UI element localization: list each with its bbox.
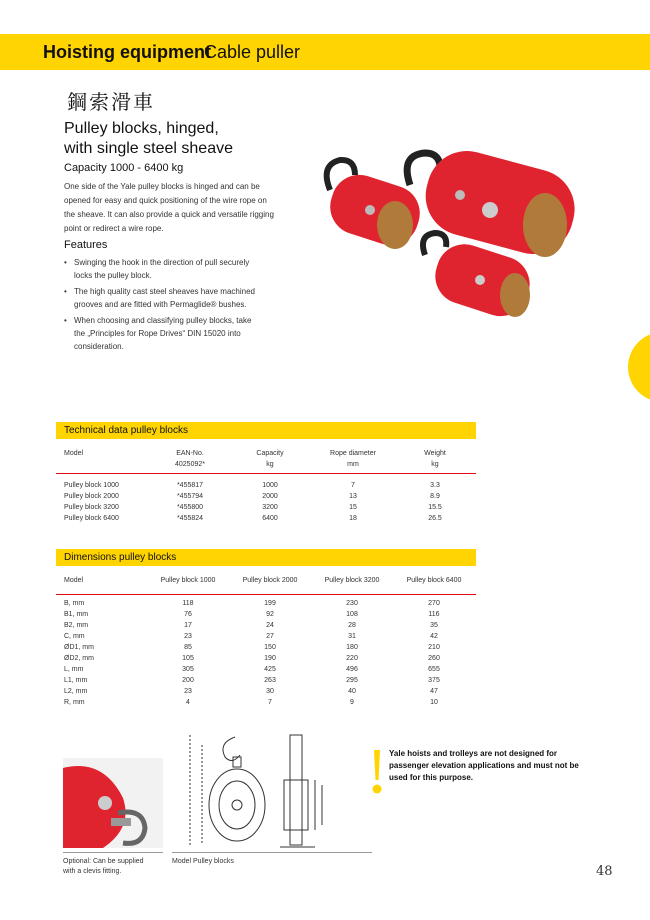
tech-header-rope-unit: mm: [347, 461, 359, 468]
section-subtitle: Cable puller: [204, 42, 301, 62]
dim-row-cell: 24: [266, 622, 274, 629]
dim-row-label: L2, mm: [64, 688, 88, 695]
tech-row-model: Pulley block 3200: [64, 504, 119, 511]
dim-row-cell: 150: [264, 644, 276, 651]
dim-table-title: Dimensions pulley blocks: [64, 552, 177, 563]
tech-row-cell: *455817: [176, 482, 204, 489]
warning-text: Yale hoists and trolleys are not designed for passenger elevation applications and must not be used for this purpose.: [389, 749, 579, 782]
dim-row-cell: 4: [186, 699, 190, 706]
pulley-blocks-photo: [300, 145, 590, 345]
dim-row-cell: 260: [428, 655, 440, 662]
pulley-block-large: [407, 145, 583, 263]
dim-row-label: L, mm: [64, 666, 84, 673]
dim-row-cell: 10: [430, 699, 438, 706]
tech-table-title: Technical data pulley blocks: [64, 425, 188, 436]
tech-row-cell: 3200: [262, 504, 278, 511]
feature-item: • Swinging the hook in the direction of pull securely locks the pulley block.: [64, 256, 264, 282]
dim-row-cell: 375: [428, 677, 440, 684]
dim-row-label: B1, mm: [64, 611, 89, 618]
dim-row-cell: 9: [350, 699, 354, 706]
dim-row-cell: 92: [266, 611, 274, 618]
intro-paragraph: One side of the Yale pulley blocks is hinged and can be opened for easy and quick positioning of the wire rope on the sheave. It can also provide a quick and versatile rigging point or redirect a wire rope.: [64, 182, 274, 233]
dim-row-label: L1, mm: [64, 677, 88, 684]
tech-row-cell: 15.5: [428, 504, 442, 511]
tech-row-cell: 6400: [262, 515, 278, 522]
dim-row-label: R, mm: [64, 699, 85, 706]
dim-header-col1: Pulley block 1000: [160, 577, 216, 584]
page-tab: [628, 332, 650, 402]
tech-row-cell: 1000: [262, 482, 278, 489]
tech-header-ean-prefix: 4025092*: [175, 461, 205, 468]
tech-header-capacity: Capacity: [256, 450, 284, 457]
tech-row-cell: 3.3: [430, 482, 440, 489]
dim-row-label: B, mm: [64, 600, 85, 607]
tech-header-ean: EAN-No.: [176, 450, 204, 457]
caption-rule-left: [63, 852, 163, 853]
tech-row-model: Pulley block 6400: [64, 515, 119, 522]
dim-row-cell: 263: [264, 677, 276, 684]
tech-header-weight-unit: kg: [431, 461, 439, 468]
model-caption: Model Pulley blocks: [172, 858, 234, 865]
dim-row-cell: 23: [184, 633, 192, 640]
dim-row-cell: 76: [184, 611, 192, 618]
tech-row-cell: 8.9: [430, 493, 440, 500]
tech-row-cell: 2000: [262, 493, 278, 500]
tech-header-rope: Rope diameter: [330, 450, 376, 457]
dim-row-cell: 35: [430, 622, 438, 629]
dim-row-cell: 305: [182, 666, 194, 673]
dim-row-label: B2, mm: [64, 622, 89, 629]
dim-row-cell: 17: [184, 622, 192, 629]
product-title: [64, 119, 304, 159]
dim-row-cell: 230: [346, 600, 358, 607]
dim-row-cell: 7: [268, 699, 272, 706]
product-title-text: Pulley blocks, hinged, with single steel sheave: [64, 120, 233, 157]
dim-row-cell: 180: [346, 644, 358, 651]
section-title: Hoisting equipment: [43, 42, 211, 62]
dim-header-model: Model: [64, 577, 84, 584]
tech-row-cell: *455800: [176, 504, 204, 511]
dim-row-cell: 42: [430, 633, 438, 640]
dim-row-cell: 40: [348, 688, 356, 695]
feature-item: • The high quality cast steel sheaves have machined grooves and are fitted with Permaglide® bushes.: [64, 285, 264, 311]
page-number: 48: [596, 864, 613, 879]
dim-row-cell: 190: [264, 655, 276, 662]
capacity-range: Capacity 1000 - 6400 kg: [64, 162, 184, 174]
pulley-block-drawing: [170, 725, 335, 855]
dim-header-col2: Pulley block 2000: [242, 577, 298, 584]
tech-row-cell: *455824: [176, 515, 204, 522]
tech-row-cell: 7: [351, 482, 355, 489]
tech-header-capacity-unit: kg: [266, 461, 274, 468]
warning-exclamation-icon: [372, 748, 382, 796]
tech-row-model: Pulley block 1000: [64, 482, 119, 489]
dim-row-cell: 30: [266, 688, 274, 695]
dim-row-label: C, mm: [64, 633, 85, 640]
dim-row-cell: 23: [184, 688, 192, 695]
dim-row-cell: 200: [182, 677, 194, 684]
pulley-block-small-left: [323, 160, 427, 252]
dim-row-cell: 118: [182, 600, 194, 607]
dim-row-cell: 31: [348, 633, 356, 640]
dim-row-label: ØD1, mm: [64, 644, 94, 651]
dim-row-cell: 28: [348, 622, 356, 629]
dim-row-cell: 199: [264, 600, 276, 607]
dim-row-cell: 116: [428, 611, 440, 618]
cjk-title: 鋼索滑車: [67, 90, 155, 114]
dim-row-cell: 108: [346, 611, 358, 618]
dim-row-cell: 496: [346, 666, 358, 673]
dim-header-col4: Pulley block 6400: [406, 577, 462, 584]
dim-row-cell: 105: [182, 655, 194, 662]
dim-row-cell: 220: [346, 655, 358, 662]
dim-row-cell: 655: [428, 666, 440, 673]
dim-row-cell: 85: [184, 644, 192, 651]
tech-table-rule: [56, 473, 476, 474]
tech-header-weight: Weight: [424, 450, 446, 457]
dim-row-cell: 47: [430, 688, 438, 695]
caption-rule-right: [172, 852, 372, 853]
tech-row-cell: 15: [349, 504, 357, 511]
dim-row-cell: 27: [266, 633, 274, 640]
clevis-caption: Optional: Can be supplied with a clevis fitting.: [63, 858, 144, 875]
features-heading: Features: [64, 239, 108, 251]
dim-row-cell: 270: [428, 600, 440, 607]
clevis-fitting-photo: [63, 758, 163, 848]
tech-row-cell: *455794: [176, 493, 204, 500]
dim-row-cell: 295: [346, 677, 358, 684]
dim-header-col3: Pulley block 3200: [324, 577, 380, 584]
tech-row-cell: 26.5: [428, 515, 442, 522]
dim-row-cell: 210: [428, 644, 440, 651]
tech-row-cell: 13: [349, 493, 357, 500]
dim-row-label: ØD2, mm: [64, 655, 94, 662]
tech-row-model: Pulley block 2000: [64, 493, 119, 500]
tech-header-model: Model: [64, 450, 84, 457]
dim-table-rule: [56, 594, 476, 595]
features-list: [64, 256, 264, 356]
feature-item: • When choosing and classifying pulley blocks, take the „Principles for Rope Drives“ DIN 15020 into consideration.: [64, 314, 264, 353]
tech-row-cell: 18: [349, 515, 357, 522]
dim-row-cell: 425: [264, 666, 276, 673]
